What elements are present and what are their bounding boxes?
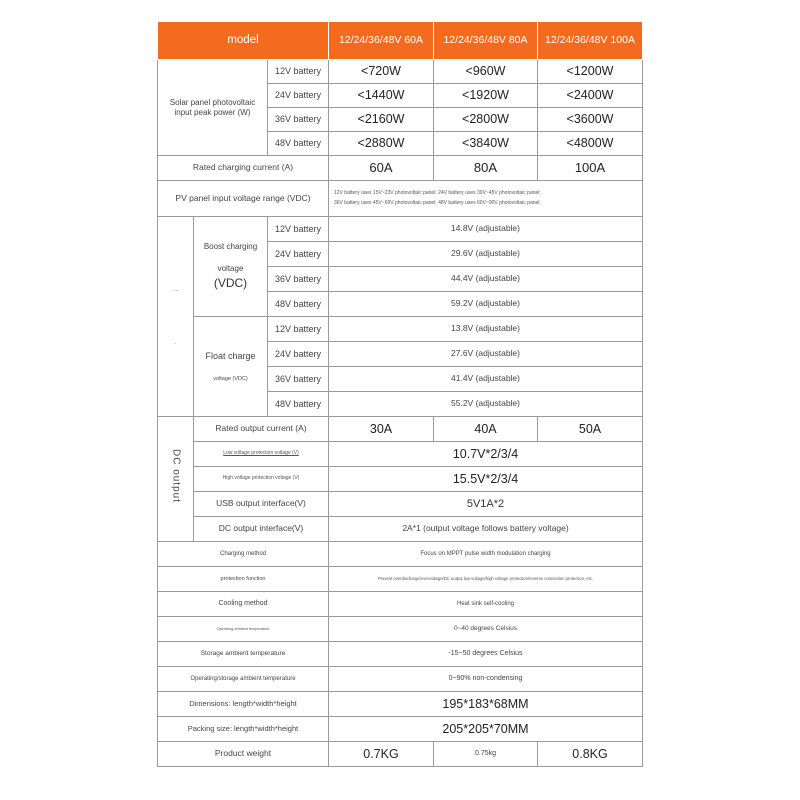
table-row [158,417,643,442]
peak-power-value: <3600W [538,108,643,132]
pv-note-line1: 12V battery uses 15V~23V photovoltaic panel; 24V battery uses 30V~45V photovoltaic panel; [334,189,541,196]
table-row [158,156,643,181]
usb-output-interface-label: USB output interface(V) [194,492,329,517]
table-row [158,542,643,567]
dimensions-value: 195*183*68MM [329,692,643,717]
pv-input-voltage-value [329,181,643,217]
pv-note-line2: 36V battery uses 45V~69V photovoltaic panel; 48V battery uses 60V~90V photovoltaic panel; [334,199,541,206]
table-row [158,742,643,767]
float-voltage-value: 27.6V (adjustable) [329,342,643,367]
operating-temperature-value: 0~40 degrees Celsius [329,617,643,642]
peak-power-value: <2160W [329,108,434,132]
humidity-label: Operating/storage ambient temperature [158,667,329,692]
rated-charging-value: 80A [434,156,538,181]
peak-power-value: <4800W [538,132,643,156]
table-row [158,60,643,84]
high-voltage-protection-label: High voltage protection voltage (V) [194,467,329,492]
peak-power-value: <2800W [434,108,538,132]
boost-voltage-value: 44.4V (adjustable) [329,267,643,292]
table-row [158,717,643,742]
voltage-group-label [158,217,194,417]
rated-charging-value: 60A [329,156,434,181]
rated-output-value: 40A [434,417,538,442]
float-label-line1: Float charge [205,351,256,362]
dc-output-group-label [158,417,194,542]
battery-label: 48V battery [268,392,329,417]
table-row [158,567,643,592]
dimensions-label: Dimensions: length*width*height [158,692,329,717]
battery-label: 24V battery [268,242,329,267]
pv-input-voltage-label: PV panel input voltage range (VDC) [158,181,329,217]
low-voltage-protection-value: 10.7V*2/3/4 [329,442,643,467]
float-voltage-value: 55.2V (adjustable) [329,392,643,417]
battery-label: 48V battery [268,292,329,317]
table-row [158,642,643,667]
boost-voltage-value: 29.6V (adjustable) [329,242,643,267]
peak-power-value: <1200W [538,60,643,84]
solar-label-line1: Solar panel photovoltaic [169,98,256,108]
battery-label: 36V battery [268,267,329,292]
product-weight-value: 0.8KG [538,742,643,767]
cooling-method-value: Heat sink self-cooling [329,592,643,617]
operating-temperature-label: Operating ambient temperature [158,617,329,642]
model-60a-header: 12/24/36/48V 60A [329,22,434,60]
battery-label: 36V battery [268,367,329,392]
packing-size-value: 205*205*70MM [329,717,643,742]
table-row [158,692,643,717]
table-row [158,181,643,217]
table-row [158,217,643,242]
boost-voltage-value: 59.2V (adjustable) [329,292,643,317]
dc-output-interface-label: DC output interface(V) [194,517,329,542]
battery-label: 24V battery [268,84,329,108]
model-100a-header: 12/24/36/48V 100A [538,22,643,60]
voltage-group-dot: . [174,339,177,346]
peak-power-value: <960W [434,60,538,84]
protection-function-label: protection function [158,567,329,592]
peak-power-value: <2400W [538,84,643,108]
table-row [158,317,643,342]
peak-power-value: <1440W [329,84,434,108]
table-row [158,617,643,642]
low-voltage-protection-label: Low voltage protection voltage (V) [194,442,329,467]
peak-power-value: <720W [329,60,434,84]
product-weight-value: 0.7KG [329,742,434,767]
float-voltage-value: 13.8V (adjustable) [329,317,643,342]
peak-power-value: <2880W [329,132,434,156]
rated-output-value: 30A [329,417,434,442]
table-row [158,492,643,517]
float-voltage-value: 41.4V (adjustable) [329,367,643,392]
charging-method-label: Charging method [158,542,329,567]
product-weight-value: 0.75kg [434,742,538,767]
table-row [158,467,643,492]
high-voltage-protection-value: 15.5V*2/3/4 [329,467,643,492]
battery-label: 12V battery [268,60,329,84]
battery-label: 12V battery [268,317,329,342]
spec-table [157,22,643,767]
dc-output-group-text: DC output [170,449,182,504]
battery-label: 36V battery [268,108,329,132]
model-80a-header: 12/24/36/48V 80A [434,22,538,60]
solar-peak-power-label [158,60,268,156]
model-header: model [158,22,329,60]
boost-label-line1: Boost charging [203,242,258,252]
float-label-line2: voltage (VDC) [213,375,248,382]
voltage-group-dots: .... [172,286,179,293]
rated-charging-current-label: Rated charging current (A) [158,156,329,181]
peak-power-value: <1920W [434,84,538,108]
storage-temperature-value: -15~50 degrees Celsius [329,642,643,667]
boost-voltage-value: 14.8V (adjustable) [329,217,643,242]
solar-label-line2: input peak power (W) [174,107,251,117]
product-weight-label: Product weight [158,742,329,767]
header-row [158,22,643,60]
table-row [158,442,643,467]
rated-output-current-label: Rated output current (A) [194,417,329,442]
protection-function-value: Prevent overdischarge/overvoltage/DC output low voltage/high voltage protection/reverse connection protection, etc. [329,567,643,592]
packing-size-label: Packing size: length*width*height [158,717,329,742]
boost-label-unit: (VDC) [213,275,248,290]
storage-temperature-label: Storage ambient temperature [158,642,329,667]
table-row [158,667,643,692]
table-row [158,517,643,542]
charging-method-value: Focus on MPPT pulse width modulation charging [329,542,643,567]
rated-charging-value: 100A [538,156,643,181]
battery-label: 12V battery [268,217,329,242]
rated-output-value: 50A [538,417,643,442]
battery-label: 24V battery [268,342,329,367]
cooling-method-label: Cooling method [158,592,329,617]
usb-output-interface-value: 5V1A*2 [329,492,643,517]
peak-power-value: <3840W [434,132,538,156]
table-row [158,592,643,617]
float-charge-voltage-label [194,317,268,417]
battery-label: 48V battery [268,132,329,156]
boost-label-line2: voltage [217,263,244,273]
boost-charging-voltage-label [194,217,268,317]
humidity-value: 0~90% non-condensing [329,667,643,692]
dc-output-interface-value: 2A*1 (output voltage follows battery voltage) [329,517,643,542]
